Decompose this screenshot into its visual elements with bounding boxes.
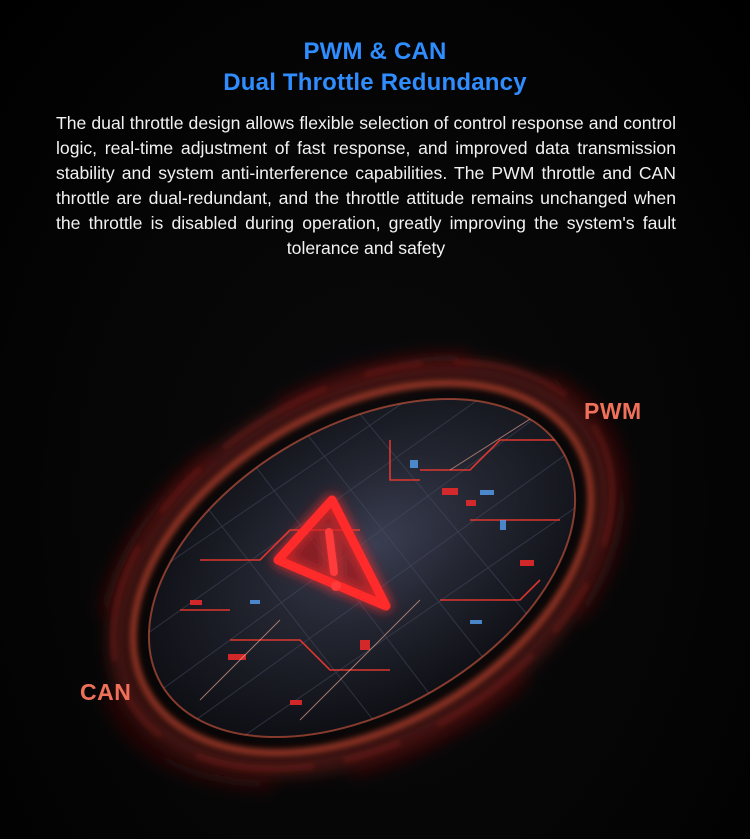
page-subtitle: Dual Throttle Redundancy — [223, 69, 527, 96]
pwm-label: PWM — [584, 398, 642, 424]
description-text: The dual throttle design allows flexible selection of control response and control logic, real-time adjustment of fast response, and improved data transmission stability and system anti-interference capabilities. The PWM throttle and CAN throttle are dual-redundant, and the throttle attitude remains unchanged when the throttle is disabled during operation, greatly improving the system's fault tolerance and safety — [56, 113, 676, 258]
page-title: PWM & CAN — [303, 38, 447, 65]
can-label: CAN — [80, 679, 132, 705]
